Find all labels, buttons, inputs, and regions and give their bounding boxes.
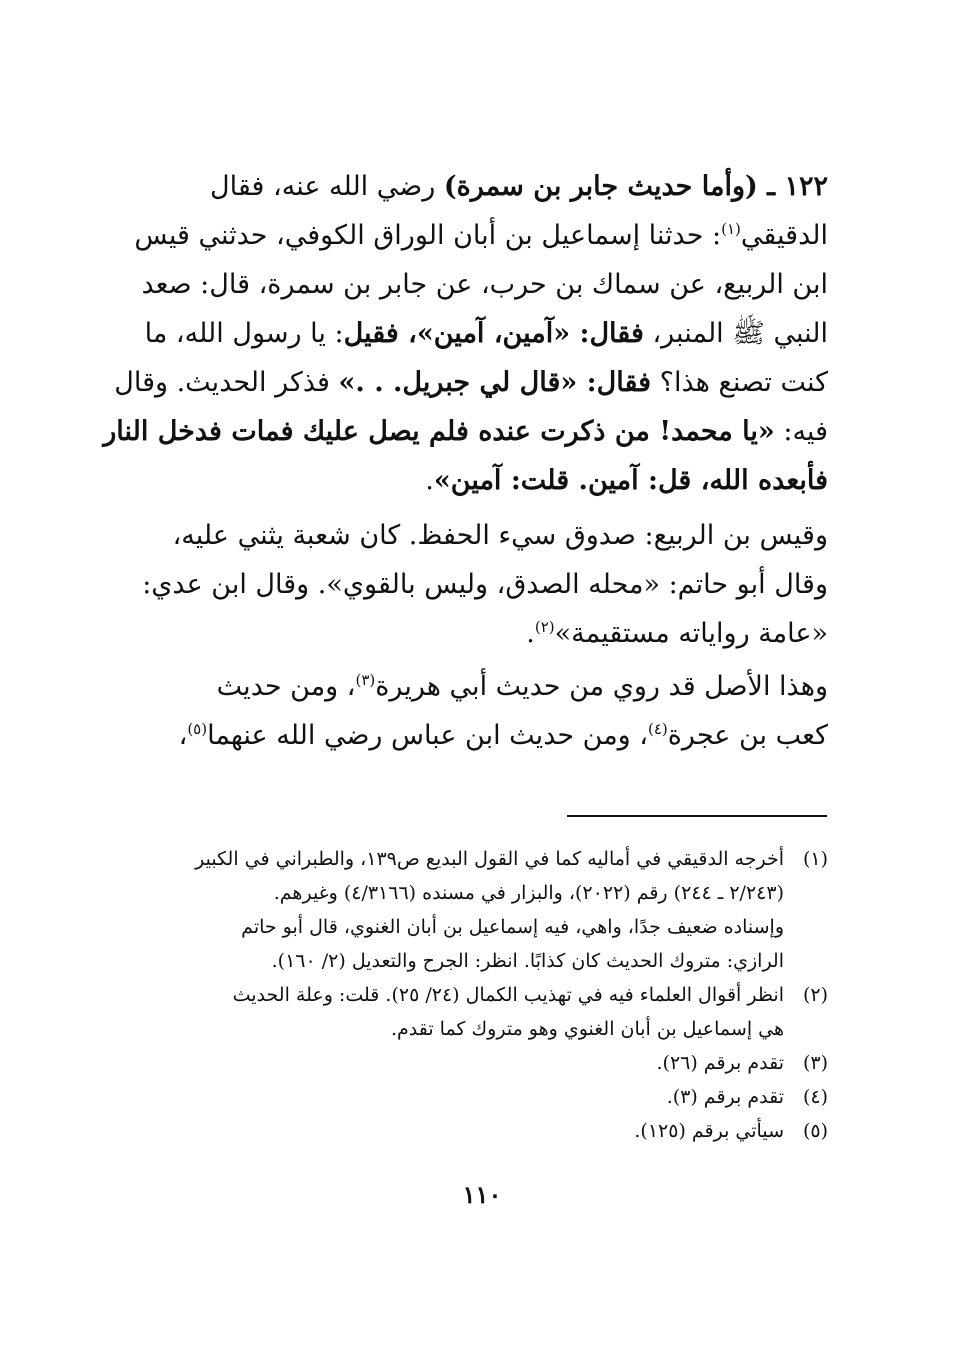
- text-line: وقال أبو حاتم: «محله الصدق، وليس بالقوي». وقال ابن عدي:: [142, 569, 828, 600]
- text-line: النبي ﷺ المنبر، فقال: «آمين، آمين»، فقيل: يا رسول الله، ما: [144, 318, 828, 349]
- hadith-heading: ١٢٢ ـ (وأما حديث جابر بن سمرة): [443, 171, 828, 202]
- narrator-paragraph: [134, 511, 828, 658]
- footnote-line: أخرجه الدقيقي في أماليه كما في القول البديع ص١٣٩، والطبراني في الكبير: [195, 848, 784, 870]
- footnote-ref[interactable]: (٤): [648, 720, 668, 738]
- text-line: ١٢٢ ـ (وأما حديث جابر بن سمرة) رضي الله عنه، فقال: [210, 171, 828, 202]
- footnote-line: الرازي: متروك الحديث كان كذابًا. انظر: الجرح والتعديل (٢/ ١٦٠).: [271, 950, 784, 972]
- footnote-divider: [567, 815, 827, 817]
- footnote-ref[interactable]: (٢): [534, 618, 555, 636]
- page-number: ١١٠: [462, 1180, 502, 1209]
- footnote-line: سيأتي برقم (١٢٥).: [634, 1120, 784, 1142]
- footnote-number: (٣): [802, 1052, 828, 1074]
- text-line: وهذا الأصل قد روي من حديث أبي هريرة$^{(٣)}$، ومن حديث: [216, 671, 828, 702]
- footnote-3: [134, 1046, 828, 1080]
- text-line: ابن الربيع، عن سماك بن حرب، عن جابر بن سمرة، قال: صعد: [141, 269, 828, 300]
- footnote-line: وإسناده ضعيف جدًا، واهي، فيه إسماعيل بن أبان الغنوي، قال أبو حاتم: [241, 916, 784, 938]
- footnote-ref[interactable]: (١): [721, 220, 741, 238]
- text-line: وقيس بن الربيع: صدوق سيء الحفظ. كان شعبة يثني عليه،: [172, 520, 828, 551]
- footnote-line: تقدم برقم (٢٦).: [656, 1052, 784, 1074]
- text-line: كنت تصنع هذا؟ فقال: «قال لي جبريل. . .» فذكر الحديث. وقال: [114, 367, 828, 398]
- text-line: «عامة رواياته مستقيمة»$^{(٢)}$.: [526, 618, 828, 649]
- sources-paragraph: [134, 662, 828, 760]
- text-line: كعب بن عجرة$^{(٤)}$، ومن حديث ابن عباس رضي الله عنهما$^{(٥)}$،: [178, 720, 828, 751]
- footnote-number: (٥): [802, 1120, 828, 1142]
- text-line: الدقيقي$^{(١)}$: حدثنا إسماعيل بن أبان الوراق الكوفي، حدثني قيس: [134, 220, 828, 251]
- footnote-line: انظر أقوال العلماء فيه في تهذيب الكمال (٢٤/ ٢٥). قلت: وعلة الحديث: [232, 984, 784, 1006]
- footnote-line: هي إسماعيل بن أبان الغنوي وهو متروك كما تقدم.: [390, 1018, 784, 1040]
- footnote-line: (٢/٢٤٣ ـ ٢٤٤) رقم (٢٠٢٢)، والبزار في مسنده (٤/٣١٦٦) وغيرهم.: [273, 882, 784, 904]
- footnote-1: [134, 842, 828, 978]
- footnote-ref[interactable]: (٣): [355, 671, 376, 689]
- footnote-ref[interactable]: (٥): [187, 720, 208, 738]
- footnote-2: [134, 978, 828, 1046]
- footnotes-list: [134, 842, 828, 1148]
- footnote-line: تقدم برقم (٣).: [666, 1086, 784, 1108]
- footnote-number: (١): [802, 848, 828, 870]
- footnote-number: (٤): [802, 1086, 828, 1108]
- text-line: فأبعده الله، قل: آمين. قلت: آمين».: [425, 465, 828, 496]
- footnote-number: (٢): [802, 984, 828, 1006]
- text-line: فيه: «يا محمد! من ذكرت عنده فلم يصل عليك فمات فدخل النار: [103, 416, 828, 447]
- footnote-5: [134, 1114, 828, 1148]
- hadith-paragraph: [103, 162, 828, 505]
- footnote-4: [134, 1080, 828, 1114]
